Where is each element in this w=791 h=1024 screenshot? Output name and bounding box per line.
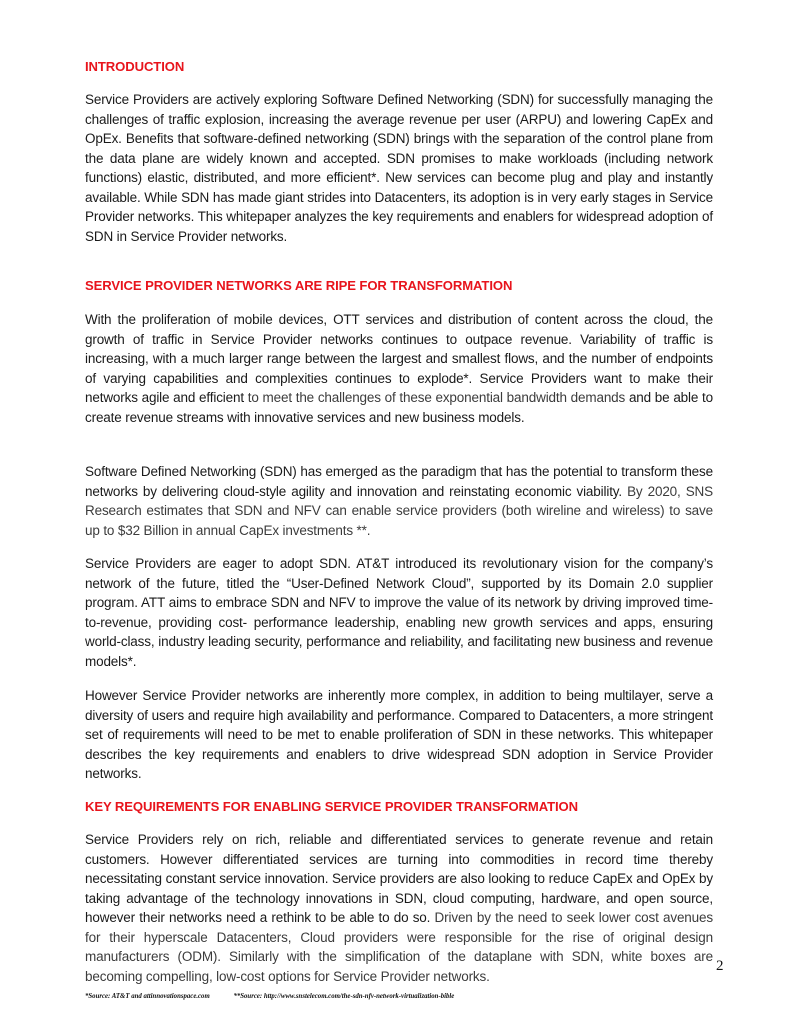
paragraph-text: Service Providers are actively exploring Software Defined Networking (SDN) for successfully managing the challenges of traffic explosion, increasing the average revenue per user (ARPU) and lowering CapEx and OpEx. Benefits that software-defined networking (SDN) brings with the separation of the control plane from the data plane are widely known and accepted. SDN promises to make workloads (including network functions) elastic, distributed, and more efficient*. New services can become plug and play and instantly available. While SDN has made giant strides into Datacenters, its adoption is in very early stages in Service Provider networks. This whitepaper analyzes the key requirements and enablers for widespread adoption of SDN in Service Provider networks. xyxy=(85,92,713,244)
page-number: 2 xyxy=(716,958,724,974)
paragraph-text-light: to meet the challenges of these exponential bandwidth demands xyxy=(247,390,626,405)
section-heading-introduction: INTRODUCTION xyxy=(85,59,185,74)
section-heading-ripe-for-transformation: SERVICE PROVIDER NETWORKS ARE RIPE FOR TRANSFORMATION xyxy=(85,278,513,293)
footnote-sns-source: **Source: http://www.snstelecom.com/the-sdn-nfv-network-virtualization-bible xyxy=(233,993,455,1000)
complexity-paragraph xyxy=(85,686,713,784)
footnotes xyxy=(85,993,476,1000)
proliferation-paragraph xyxy=(85,310,713,427)
introduction-paragraph xyxy=(85,90,713,246)
paragraph-text: Service Providers rely on rich, reliable and differentiated services to generate revenue and retain customers. However differentiated services are turning into commodities in record time thereby necessitating constant service innovation. Service providers are also looking to reduce CapEx and OpEx by taking advantage of the technology innovations in SDN, cloud computing, hardware, and open source, however their networks need a rethink to be able to do so. xyxy=(85,832,713,925)
section-heading-key-requirements: KEY REQUIREMENTS FOR ENABLING SERVICE PROVIDER TRANSFORMATION xyxy=(85,799,578,814)
footnote-att-source: *Source: AT&T and attinnovationspace.com xyxy=(85,993,210,1000)
paragraph-text: However Service Provider networks are inherently more complex, in addition to being multilayer, serve a diversity of users and require high availability and performance. Compared to Datacenters, a more stringent set of requirements will need to be met to enable proliferation of SDN in these networks. This whitepaper describes the key requirements and enablers to drive widespread SDN adoption in Service Provider networks. xyxy=(85,688,713,781)
sdn-paradigm-paragraph xyxy=(85,462,713,540)
att-vision-paragraph xyxy=(85,554,713,671)
paragraph-text: Service Providers are eager to adopt SDN. AT&T introduced its revolutionary vision for the company’s network of the future, titled the “User-Defined Network Cloud”, supported by its Domain 2.0 supplier program. ATT aims to embrace SDN and NFV to improve the value of its network by driving improved time-to-revenue, providing cost- performance leadership, enabling new growth services and apps, ensuring world-class, industry leading security, performance and reliability, and facilitating new business and revenue models*. xyxy=(85,556,713,669)
paragraph-text: and be able to create revenue streams with innovative services and new business models. xyxy=(85,390,713,425)
key-requirements-paragraph xyxy=(85,830,713,986)
paragraph-text-light: Driven by the need to seek lower cost avenues for their hyperscale Datacenters, Cloud providers were responsible for the rise of original design manufacturers (ODM). Similarly with the simplification of the dataplane with SDN, white boxes are becoming compelling, low-cost options for Service Provider networks. xyxy=(85,910,713,984)
paragraph-text-light: By 2020, SNS Research estimates that SDN and NFV can enable service providers (both wireline and wireless) to save up to $32 Billion in annual CapEx investments **. xyxy=(85,483,714,538)
paragraph-text: Software Defined Networking (SDN) has emerged as the paradigm that has the potential to transform these networks by delivering cloud-style agility and innovation and reinstating economic viability. xyxy=(85,464,713,499)
paragraph-text: With the proliferation of mobile devices, OTT services and distribution of content across the cloud, the growth of traffic in Service Provider networks continues to outpace revenue. Variability of traffic is increasing, with a much larger range between the largest and smallest flows, and the number of endpoints of varying capabilities and complexities continues to explode*. Service Providers want to make their networks agile and efficient xyxy=(85,312,713,405)
